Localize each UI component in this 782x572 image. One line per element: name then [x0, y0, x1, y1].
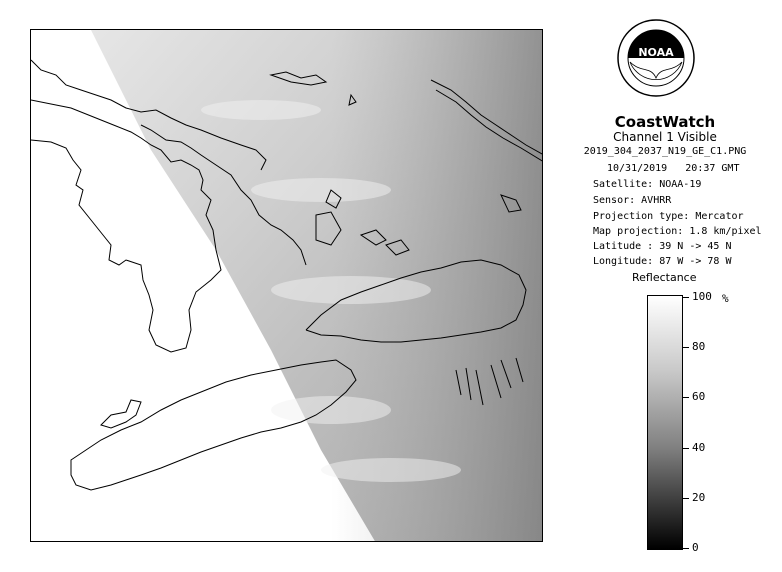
colorbar-tick-label: 20 — [692, 490, 706, 504]
date-value: 10/31/2019 — [607, 163, 668, 174]
date-label — [607, 162, 739, 176]
colorbar-tick — [683, 297, 689, 298]
svg-text:NOAA: NOAA — [638, 46, 674, 59]
product-title: CoastWatch — [614, 113, 716, 131]
colorbar-tick-label: 100 — [692, 290, 712, 303]
noaa-seal-icon — [616, 18, 696, 98]
colorbar-tick — [683, 448, 689, 449]
channel-label: Channel 1 Visible — [613, 130, 717, 144]
colorbar-tick — [683, 397, 689, 398]
filename: 2019_304_2037_N19_GE_C1.PNG — [583, 146, 747, 157]
sensor-label: Sensor: AVHRR — [593, 195, 672, 206]
lake-st-clair-coast — [101, 400, 141, 428]
colorbar-tick — [683, 498, 689, 499]
colorbar-tick-label: 60 — [692, 390, 706, 404]
colorbar — [647, 295, 683, 550]
colorbar-tick-label: 40 — [692, 440, 706, 454]
satellite-label: Satellite: NOAA-19 — [593, 179, 702, 190]
satellite-map — [30, 29, 543, 542]
latitude-label: Latitude : 39 N -> 45 N — [593, 241, 732, 252]
projection-type-label: Projection type: Mercator — [593, 211, 744, 222]
time-value: 20:37 GMT — [685, 163, 740, 174]
longitude-label: Longitude: 87 W -> 78 W — [593, 256, 732, 267]
noaa-logo — [616, 18, 696, 102]
colorbar-tick — [683, 548, 689, 549]
colorbar-title: Reflectance — [632, 271, 697, 284]
map-image — [31, 30, 543, 542]
colorbar-unit: % — [722, 292, 729, 305]
colorbar-tick — [683, 347, 689, 348]
colorbar-tick-label: 80 — [692, 340, 706, 354]
map-projection-label: Map projection: 1.8 km/pixel — [593, 226, 762, 237]
colorbar-tick-label: 0 — [692, 541, 699, 554]
